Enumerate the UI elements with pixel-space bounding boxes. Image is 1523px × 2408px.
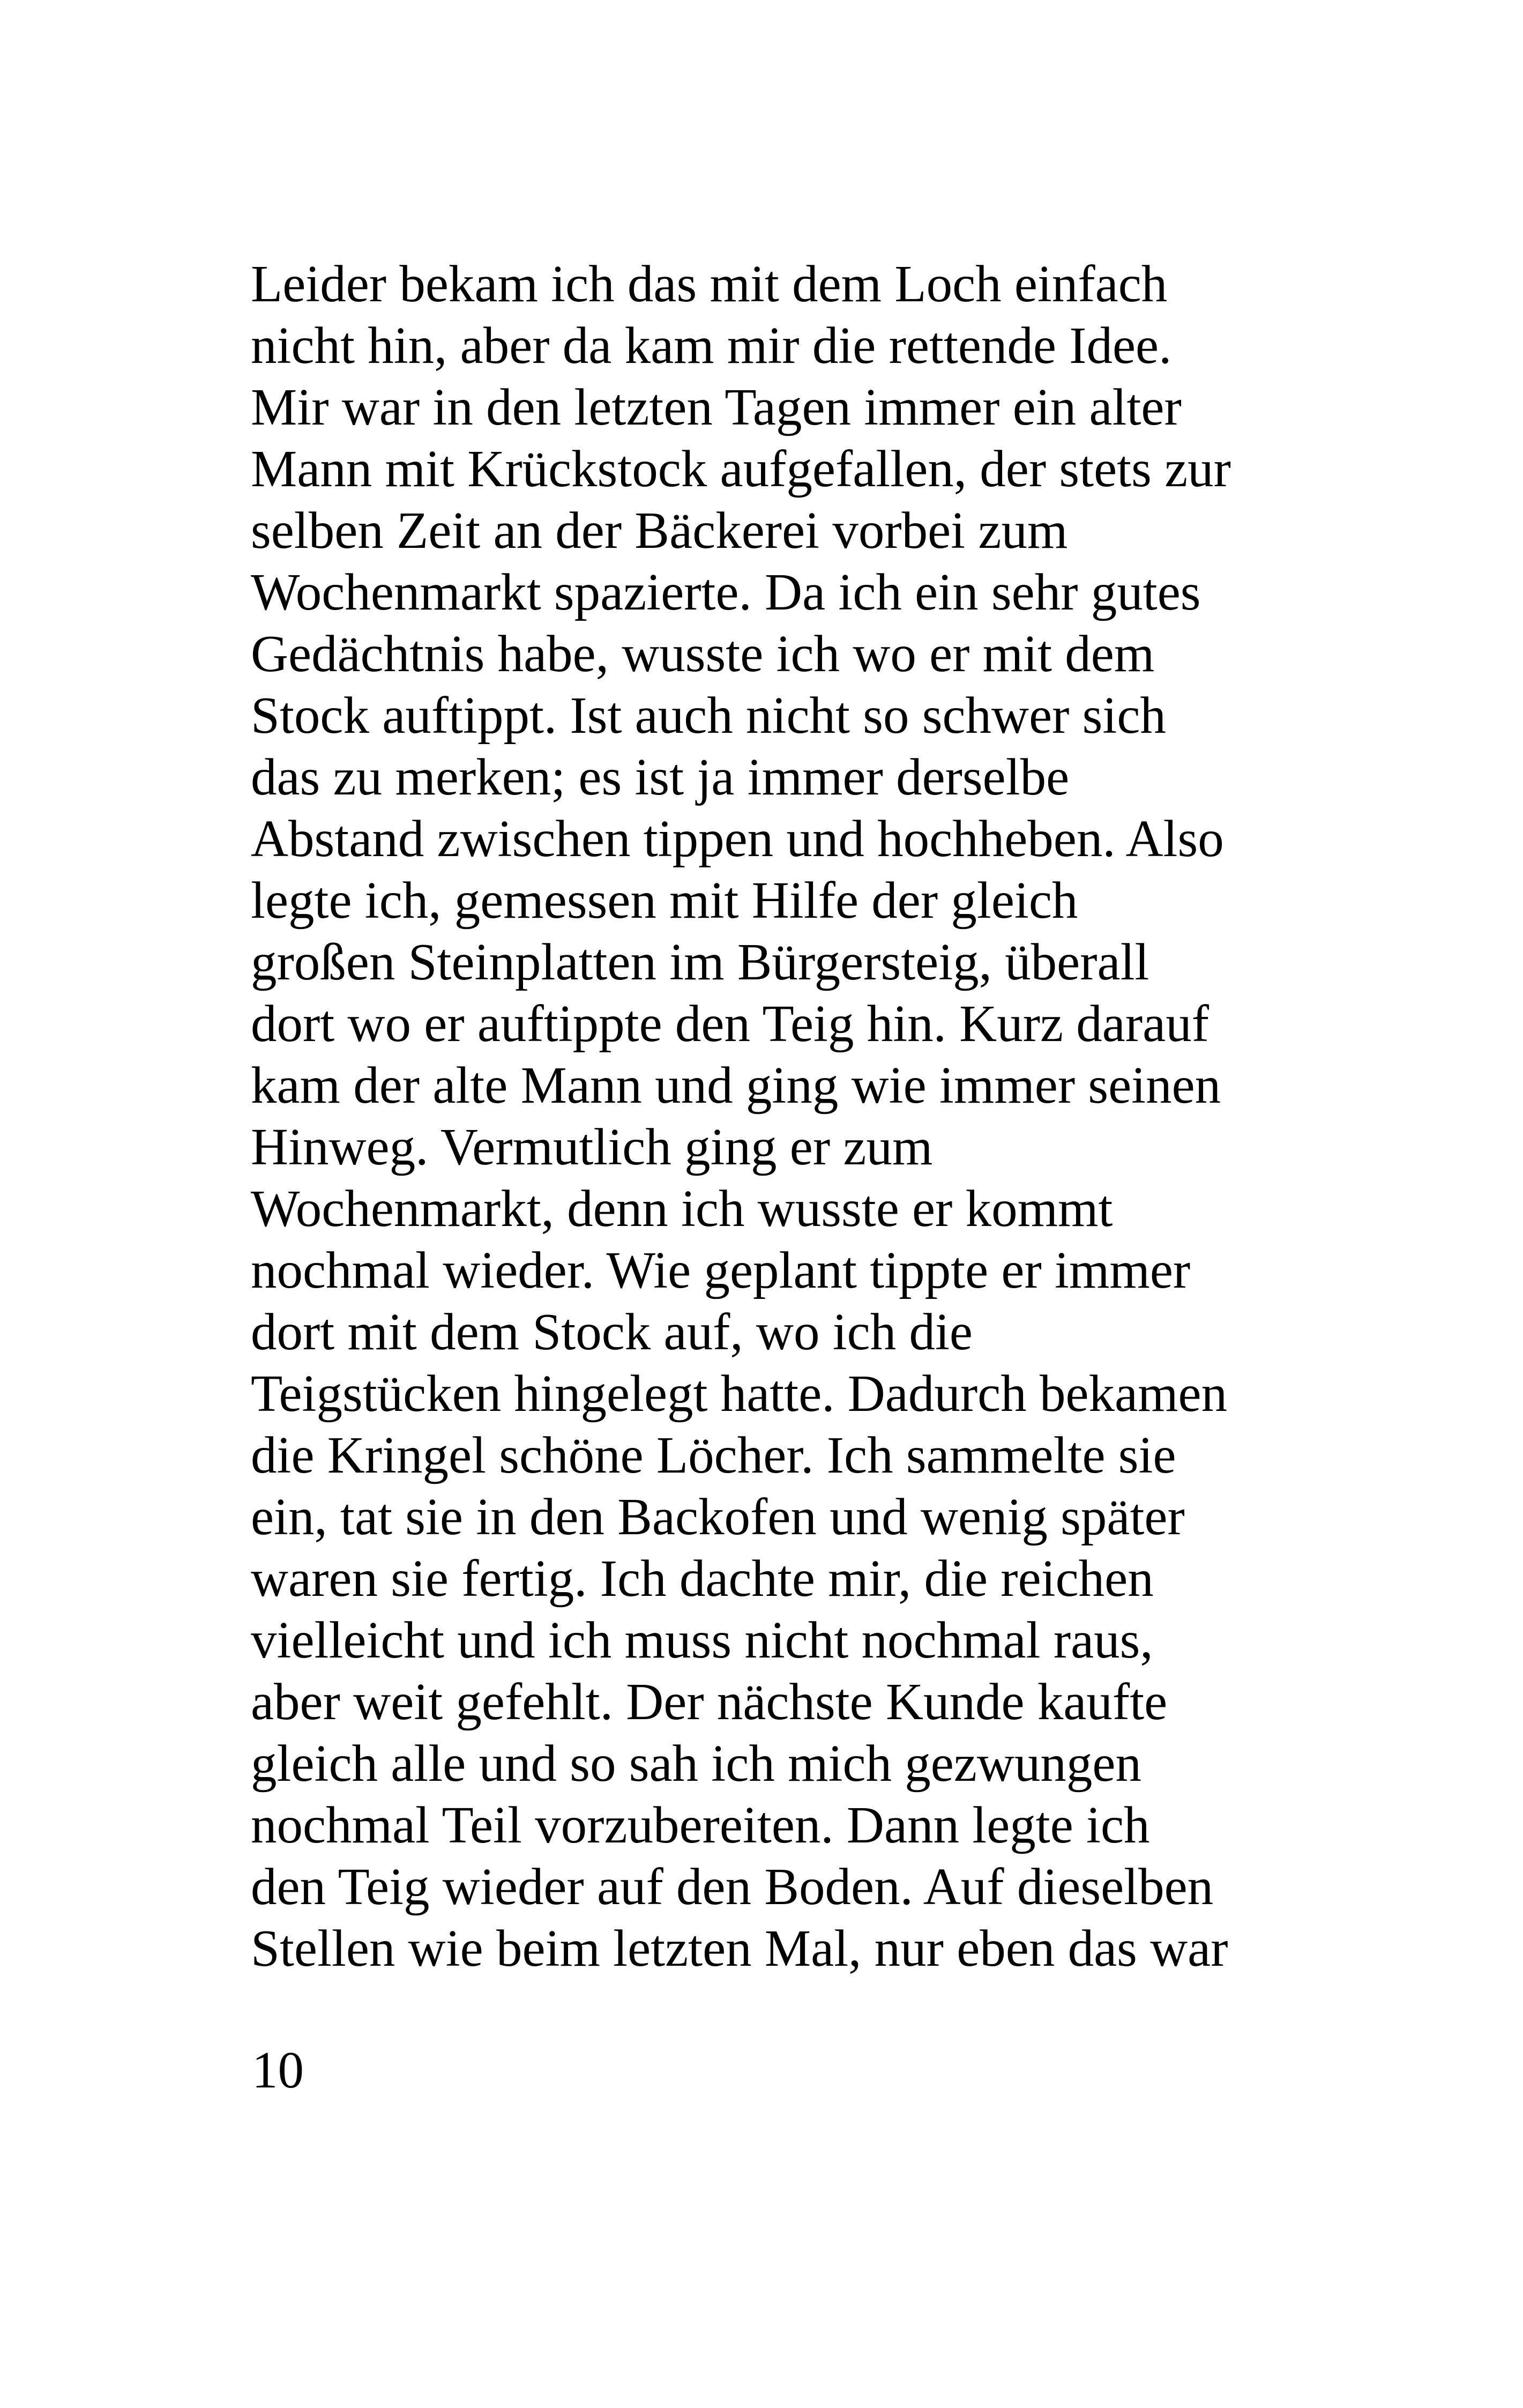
text-line: Teigstücken hingelegt hatte. Dadurch bekamen <box>251 1365 1228 1422</box>
text-line: großen Steinplatten im Bürgersteig, überall <box>251 933 1149 991</box>
text-line: dort mit dem Stock auf, wo ich die <box>251 1303 973 1361</box>
text-line: nochmal Teil vorzubereiten. Dann legte ich <box>251 1796 1150 1854</box>
text-line: ein, tat sie in den Backofen und wenig später <box>251 1488 1185 1545</box>
text-line: Leider bekam ich das mit dem Loch einfach <box>251 255 1168 313</box>
page-number: 10 <box>252 2041 304 2099</box>
text-line: Gedächtnis habe, wusste ich wo er mit dem <box>251 625 1155 682</box>
text-line: Wochenmarkt, denn ich wusste er kommt <box>251 1180 1113 1237</box>
text-line: dort wo er auftippte den Teig hin. Kurz darauf <box>251 995 1210 1052</box>
text-line: waren sie fertig. Ich dachte mir, die reichen <box>251 1550 1154 1607</box>
text-line: Mir war in den letzten Tagen immer ein alter <box>251 378 1182 436</box>
text-line: gleich alle und so sah ich mich gezwungen <box>251 1735 1141 1792</box>
text-line: Mann mit Krückstock aufgefallen, der stets zur <box>251 440 1231 497</box>
text-line: den Teig wieder auf den Boden. Auf dieselben <box>251 1858 1214 1915</box>
text-line: nochmal wieder. Wie geplant tippte er immer <box>251 1242 1191 1299</box>
text-line: Stellen wie beim letzten Mal, nur eben das war <box>251 1920 1228 1977</box>
text-line: legte ich, gemessen mit Hilfe der gleich <box>251 872 1078 929</box>
text-line: Hinweg. Vermutlich ging er zum <box>251 1118 933 1176</box>
text-line: Abstand zwischen tippen und hochheben. Also <box>251 810 1224 867</box>
text-line: die Kringel schöne Löcher. Ich sammelte sie <box>251 1426 1176 1484</box>
text-line: das zu merken; es ist ja immer derselbe <box>251 748 1070 806</box>
text-line: nicht hin, aber da kam mir die rettende Idee. <box>251 317 1172 374</box>
text-line: Wochenmarkt spazierte. Da ich ein sehr gutes <box>251 563 1201 621</box>
text-line: selben Zeit an der Bäckerei vorbei zum <box>251 502 1068 559</box>
text-line: kam der alte Mann und ging wie immer seinen <box>251 1057 1221 1114</box>
text-line: Stock auftippt. Ist auch nicht so schwer sich <box>251 687 1166 744</box>
text-line: aber weit gefehlt. Der nächste Kunde kaufte <box>251 1673 1168 1730</box>
text-line: vielleicht und ich muss nicht nochmal raus, <box>251 1611 1153 1669</box>
body-text <box>251 253 1280 1979</box>
